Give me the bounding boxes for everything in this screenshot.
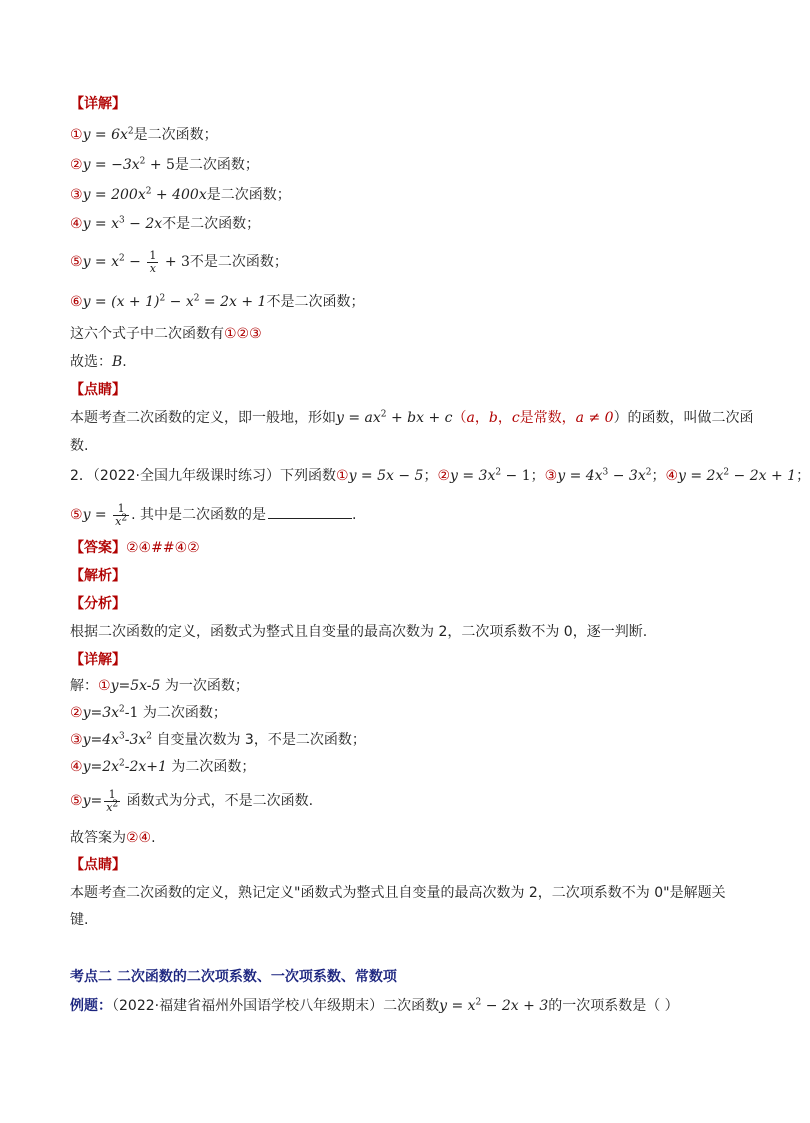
fraction-denominator: x [149,261,156,275]
math-expression: y = −3x [82,157,140,173]
math-expression: y=3x [82,705,120,721]
circle-number: ④ [70,216,83,232]
math-expression-2: − x [165,294,194,310]
circle-number: ④ [70,759,83,775]
final-answer-line [70,828,156,848]
exponent: 2 [645,467,652,478]
var-b: b [488,410,498,426]
item-text: 为二次函数； [138,705,227,721]
math-rest: -1 [124,705,139,721]
math-rest: -2x+1 [124,759,167,775]
separator: ； [651,468,666,484]
final-answer: ②④ [126,830,152,846]
exponent: 2 [119,758,125,769]
circle-number: ① [70,127,83,143]
solution-prefix: 解： [70,678,98,694]
detail-item-4 [70,214,260,234]
fraction [113,503,129,528]
exponent: 3 [119,215,125,226]
exponent: 2 [112,798,119,809]
comment-line-1 [70,408,754,428]
separator: ； [530,468,545,484]
math-expression: y= [82,793,103,809]
comment-2-line-2: 键. [70,912,89,928]
var-a: a [466,410,475,426]
detail-item-2 [70,155,259,175]
fraction-numerator: 1 [149,248,157,262]
comment-tail-text: ）的函数，叫做二次函 [613,410,754,426]
summary-line [70,324,262,344]
choice-line [70,352,127,372]
math-rest: − [124,254,146,270]
exponent: 2 [119,704,125,715]
item-text: 不是二次函数； [162,216,261,232]
choice-label: 故选： [70,354,112,370]
comment-line-2: 数. [70,438,89,454]
math-rest: − 2x + 3 [481,998,549,1014]
choice-period: . [122,354,127,370]
item-text: 自变量次数为 3，不是二次函数； [152,732,366,748]
solution-item-1 [70,676,249,696]
circle-number: ③ [544,468,558,484]
circle-number: ③ [70,187,83,203]
comment-text: 本题考查二次函数的定义，即一般地，形如 [70,410,336,426]
period: . [151,830,156,846]
circle-number: ④ [665,468,679,484]
comment-2-line-1: 本题考查二次函数的定义，熟记定义"函数式为整式且自变量的最高次数为 2，二次项系数不为 0"是解题关 [70,885,726,901]
math-expression: y = 5x − 5 [348,468,424,484]
circle-number: ⑤ [70,793,83,809]
summary-text: 这六个式子中二次函数有 [70,326,224,342]
detail-heading: 【详解】 [70,96,126,112]
math-rest: − 1 [501,468,531,484]
fraction-numerator: 1 [104,789,120,802]
question-2-stem [70,466,810,486]
choice-value: B [112,354,123,370]
exponent: 2 [495,467,502,478]
math-rest-2: + 3 [160,254,190,270]
comment-heading: 【点睛】 [70,382,126,398]
period: . [351,507,357,523]
exponent: 3 [602,467,609,478]
math-expression: y=2x [82,759,120,775]
item-text: 为二次函数； [166,759,256,775]
math-rest: − 2x + 1 [729,468,797,484]
exponent: 2 [119,253,125,264]
exponent: 2 [127,126,134,137]
answer-value: ②④##④② [126,540,200,556]
solution-item-2 [70,703,227,723]
math-expression: y = 200x [82,187,146,203]
denominator-var: x [106,800,113,814]
exponent: 2 [145,186,152,197]
comment-math-2: + bx + c [386,410,453,426]
math-expression-3: = 2x + 1 [199,294,267,310]
fenxi-text: 根据二次函数的定义，函数式为整式且自变量的最高次数为 2，二次项系数不为 0，逐一判断. [70,624,648,640]
comment-math: y = ax [336,410,381,426]
exponent: 2 [380,409,387,420]
item-text: 不是二次函数； [189,254,288,270]
circle-number: ① [336,468,349,484]
math-expression: y = x [82,254,119,270]
exponent: 2 [139,156,146,167]
math-expression: y = 2x [678,468,724,484]
item-text: 是二次函数； [133,127,218,143]
comma: ， [474,410,489,426]
exponent: 2 [723,467,730,478]
solution-item-5 [70,786,313,816]
exponent: 2 [146,731,153,742]
solution-item-4 [70,757,255,777]
item-text: 是二次函数； [206,187,291,203]
answer-heading: 【答案】 [70,540,126,556]
detail-item-1 [70,125,218,145]
separator: ； [796,468,810,484]
analysis-heading: 【解析】 [70,568,126,584]
item-text: 函数式为分式，不是二次函数. [122,793,314,809]
circle-number: ⑤ [70,254,83,270]
math-expression: y = 4x [557,468,603,484]
answer-line [70,538,200,558]
exponent-2: 2 [193,293,200,304]
comment-ne: a ≠ 0 [575,410,614,426]
comment-heading-2: 【点睛】 [70,857,126,873]
exponent: 2 [159,293,166,304]
question-text: 2．（2022·全国九年级课时练习）下列函数 [70,468,336,484]
math-expression: y = (x + 1) [82,294,160,310]
var-c: c [511,410,520,426]
example-tail: 的一次项系数是（ ） [548,998,679,1014]
circle-number: ⑥ [70,294,83,310]
comma: ， [497,410,512,426]
math-rest: + 5 [145,157,175,173]
circle-number: ② [437,468,451,484]
circle-number: ③ [70,732,83,748]
exponent: 2 [475,997,482,1008]
separator: ； [423,468,438,484]
item-text: 为一次函数； [160,678,249,694]
math-expression: y = x [439,998,476,1014]
answer-blank [268,504,352,519]
circle-number: ② [70,157,83,173]
denominator-var: x [115,514,122,528]
detail-heading-2: 【详解】 [70,652,126,668]
math-expression: y=4x [82,732,120,748]
detail-item-6 [70,292,364,312]
math-expression: y=5x-5 [110,678,161,694]
example-label: 例题： [70,998,112,1014]
math-rest: − 3x [608,468,646,484]
example-line [70,996,679,1016]
fenxi-heading: 【分析】 [70,596,126,612]
item-text: 不是二次函数； [266,294,365,310]
final-text: 故答案为 [70,830,126,846]
exponent: 3 [119,731,125,742]
detail-item-3 [70,185,291,205]
math-expression: y = [82,507,112,523]
fraction-denominator [104,798,120,814]
circle-number: ② [70,705,83,721]
comment-const: 是常数， [519,410,576,426]
exponent: 2 [121,512,128,523]
example-text: （2022·福建省福州外国语学校八年级期末）二次函数 [112,998,440,1014]
question-2-stem-line-2 [70,500,356,530]
math-expression: y = x [82,216,119,232]
fraction-denominator [113,512,129,528]
math-rest: -3x [124,732,147,748]
solution-item-3 [70,730,366,750]
summary-answer: ①②③ [224,326,262,342]
math-rest: + 400x [151,187,207,203]
detail-item-5 [70,248,288,276]
circle-number: ⑤ [70,507,83,523]
comment-paren: （ [452,410,467,426]
question-text: . 其中是二次函数的是 [131,507,266,523]
fraction-numerator: 1 [113,503,129,516]
item-text: 是二次函数； [174,157,259,173]
circle-number: ① [98,678,111,694]
fraction [147,250,158,275]
fraction [104,789,120,814]
math-expression: y = 3x [450,468,496,484]
math-rest: − 2x [124,216,163,232]
topic-2-title: 考点二 二次函数的二次项系数、一次项系数、常数项 [70,969,397,985]
math-expression: y = 6x [82,127,128,143]
